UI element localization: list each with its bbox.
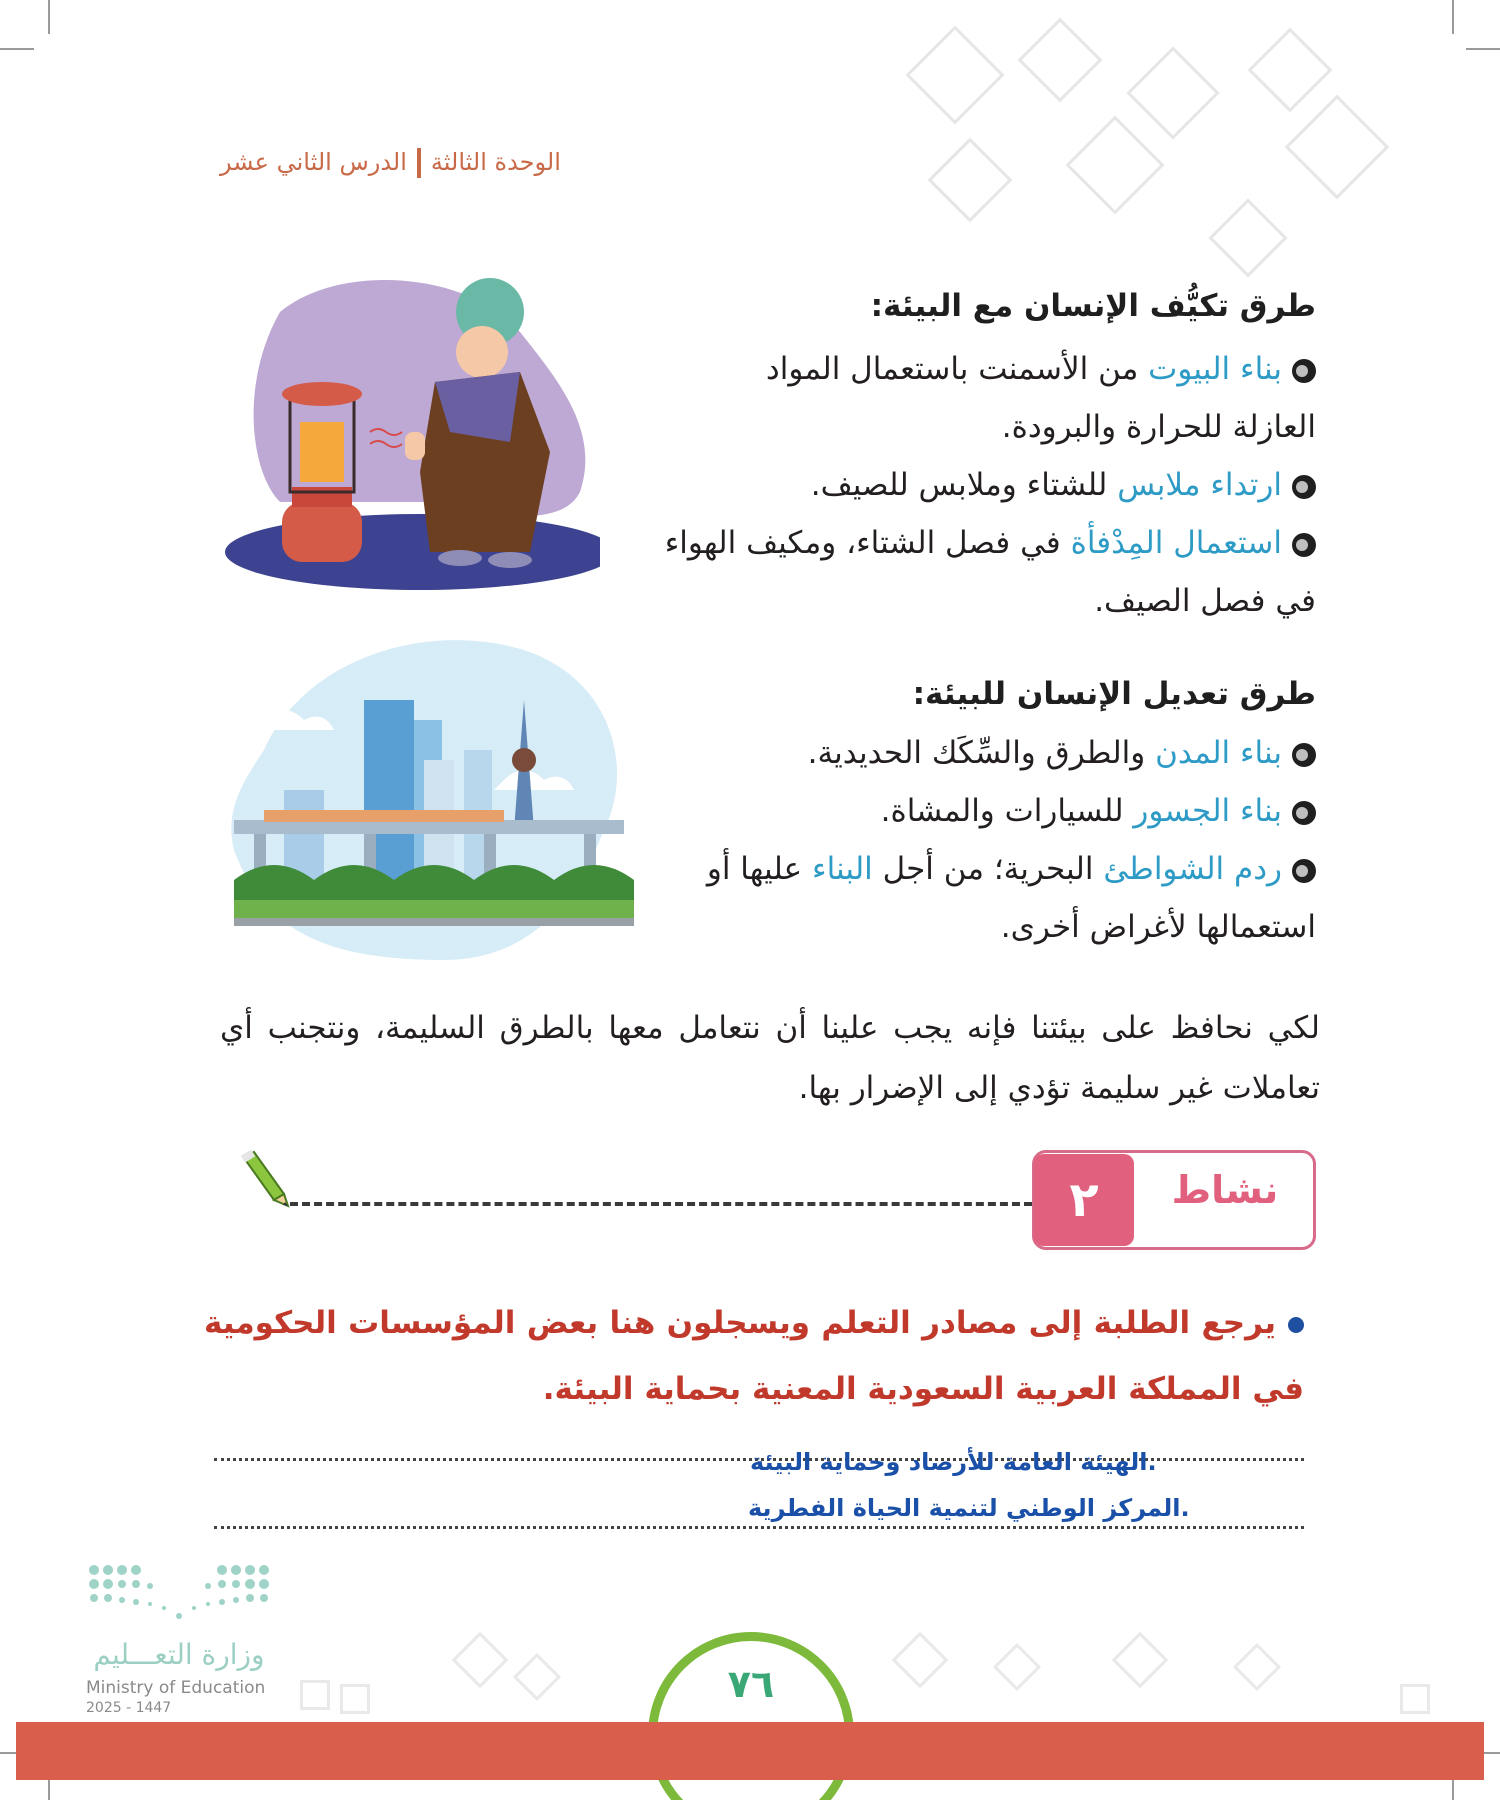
item-text: في فصل الشتاء، ومكيف الهواء في فصل الصيف. [664,525,1316,619]
header-separator [417,148,421,178]
city-illustration [224,630,634,970]
edition-year: 2025 - 1447 [86,1700,172,1716]
pencil-icon [238,1150,294,1210]
heater-illustration [220,272,600,592]
highlight-term: بناء البيوت [1148,351,1282,387]
list-item [696,340,1316,456]
activity-instruction [204,1290,1304,1422]
bullet-icon [1292,359,1316,383]
answer-text: .الهيئة العامة للأرصاد وحماية البيئة [750,1448,1157,1476]
footer-bar-overlay [16,1722,1484,1780]
item-text: عليها أو استعمالها لأغراض أخرى. [706,851,1316,945]
bullet-icon [1292,743,1316,767]
item-text: من الأسمنت باستعمال المواد العازلة للحرارة والبرودة. [765,351,1316,445]
item-text: البحرية؛ من أجل [872,851,1104,887]
list-item [696,782,1316,840]
conclusion-paragraph: لكي نحافظ على بيئتنا فإنه يجب علينا أن نتعامل معها بالطرق السليمة، ونتجنب أي تعاملات غير سليمة تؤدي إلى الإضرار بها. [220,1010,1320,1106]
section-title-modification: طرق تعديل الإنسان للبيئة: [912,676,1316,712]
activity-label: نشاط [1171,1168,1279,1212]
bullet-icon [1292,533,1316,557]
item-text: للسيارات والمشاة. [880,793,1134,829]
ministry-name-arabic: وزارة التعـــليم [93,1638,265,1671]
page-number: ٧٦ [727,1662,775,1706]
crop-mark [0,48,34,50]
activity-number: ٢ [1034,1154,1134,1246]
crop-mark [48,0,50,34]
ministry-logo-icon [84,1560,274,1630]
list-item [676,840,1316,956]
item-text: للشتاء وملابس للصيف. [810,467,1118,503]
answer-text: .المركز الوطني لتنمية الحياة الفطرية [748,1494,1190,1522]
highlight-term: بناء المدن [1155,735,1282,771]
list-item [696,456,1316,514]
list-item [696,724,1316,782]
bullet-icon [1292,859,1316,883]
activity-dashed-line [290,1202,1032,1206]
bullet-dot-icon [1288,1317,1304,1333]
highlight-term: استعمال المِدْفأة [1070,525,1282,561]
instruction-text: يرجع الطلبة إلى مصادر التعلم ويسجلون هنا بعض المؤسسات الحكومية في المملكة العربية السعودية المعنية بحماية البيئة. [204,1305,1304,1407]
highlight-term: ارتداء ملابس [1117,467,1282,503]
crop-mark [1452,0,1454,34]
crop-mark [1466,48,1500,50]
lesson-label: الدرس الثاني عشر [220,148,407,176]
highlight-term: البناء [812,851,873,887]
section-title-adaptation: طرق تكيُّف الإنسان مع البيئة: [870,288,1316,324]
highlight-term: ردم الشواطئ [1103,851,1282,887]
unit-label: الوحدة الثالثة [430,148,561,176]
ministry-name-english: Ministry of Education [86,1678,266,1698]
highlight-term: بناء الجسور [1133,793,1282,829]
lesson-header [220,148,561,178]
answer-line [214,1526,1304,1529]
bullet-icon [1292,801,1316,825]
bullet-icon [1292,475,1316,499]
item-text: والطرق والسِّكَك الحديدية. [807,735,1156,771]
list-item [656,514,1316,630]
